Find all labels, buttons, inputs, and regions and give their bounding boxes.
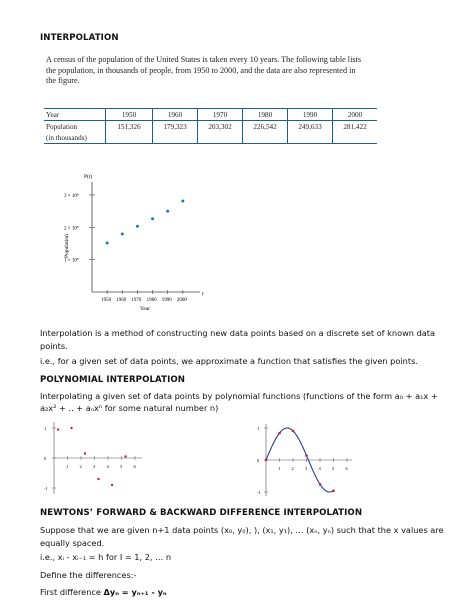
table-cell: 249,633 bbox=[288, 121, 333, 133]
table-cell: 1980 bbox=[243, 109, 288, 121]
data-point bbox=[121, 232, 124, 235]
table-cell: 1990 bbox=[288, 109, 333, 121]
sine-curve-chart bbox=[256, 422, 356, 498]
heading-newton: NEWTONS’ FORWARD & BACKWARD DIFFERENCE INTERPOLATION bbox=[40, 508, 363, 518]
first-difference-label: First difference bbox=[40, 587, 104, 597]
interpolation-definition: Interpolation is a method of constructing new data points based on a discrete set of known data points. bbox=[40, 328, 436, 351]
x-tick-label: 5 bbox=[332, 466, 335, 471]
data-point bbox=[57, 428, 59, 430]
y-tick-label: 1 × 10⁸ bbox=[64, 258, 79, 264]
x-tick-label: 1970 bbox=[131, 298, 142, 303]
table-cell: 151,326 bbox=[106, 121, 153, 133]
table-cell: 179,323 bbox=[153, 121, 198, 133]
define-differences: Define the differences:- bbox=[40, 570, 137, 580]
table-label-year: Year bbox=[44, 109, 106, 121]
y-tick-label: -1 bbox=[44, 486, 48, 491]
polynomial-points-chart bbox=[38, 418, 148, 498]
data-point bbox=[181, 199, 184, 202]
x-tick-label: 4 bbox=[106, 464, 109, 469]
y-axis-label: Population bbox=[64, 234, 70, 258]
table-row-year bbox=[44, 109, 377, 121]
data-point bbox=[70, 427, 72, 429]
newton-ie: i.e., xᵢ - xᵢ₋₁ = h for I = 1, 2, … n bbox=[40, 552, 172, 562]
x-axis-letter: t bbox=[202, 291, 204, 297]
x-tick-label: 3 bbox=[305, 466, 308, 471]
data-point bbox=[278, 432, 281, 435]
data-point bbox=[111, 484, 113, 486]
x-tick-label: 1990 bbox=[161, 298, 172, 303]
data-point bbox=[332, 489, 335, 492]
x-tick-label: 4 bbox=[318, 466, 321, 471]
x-tick-label: 2 bbox=[79, 464, 82, 469]
y-tick-label: 1 bbox=[44, 426, 47, 431]
interpolation-ie: i.e., for a given set of data points, we approximate a function that satisfies the given points. bbox=[40, 356, 418, 366]
y-tick-label: 0 bbox=[44, 456, 47, 461]
y-axis-top-label: P(t) bbox=[84, 174, 93, 180]
data-point bbox=[292, 430, 295, 433]
first-difference bbox=[40, 586, 440, 599]
x-tick-label: 5 bbox=[120, 464, 123, 469]
y-tick-label: 2 × 10⁸ bbox=[64, 226, 79, 232]
table-cell: 1970 bbox=[198, 109, 243, 121]
polynomial-line-2: a₂x² + .. + aₙxⁿ for some natural number n) bbox=[40, 403, 219, 413]
data-point bbox=[97, 478, 99, 480]
x-tick-label: 1 bbox=[278, 466, 281, 471]
x-tick-label: 3 bbox=[93, 464, 96, 469]
table-label-population: Population bbox=[46, 122, 78, 131]
y-tick-label: 3 × 10⁸ bbox=[64, 193, 79, 199]
x-tick-label: 1980 bbox=[146, 298, 157, 303]
y-tick-label: 0 bbox=[257, 458, 260, 463]
polynomial-line-1: Interpolating a given set of data points by polynomial functions (functions of the form a₀ + a₁x + bbox=[40, 391, 438, 401]
table-row-population bbox=[44, 121, 377, 133]
data-point bbox=[319, 483, 322, 486]
table-cell: 281,422 bbox=[333, 121, 378, 133]
data-point bbox=[151, 217, 154, 220]
table-cell: 203,302 bbox=[198, 121, 243, 133]
table-row-units bbox=[44, 132, 377, 144]
first-difference-formula: Δyₙ = yₙ₊₁ - yₙ bbox=[103, 587, 167, 597]
population-scatter-chart bbox=[52, 168, 212, 312]
newton-paragraph: Suppose that we are given n+1 data points (x₀, y₀), ), (x₁, y₁), … (xₙ, yₙ) such that the x values are equally spaced. bbox=[40, 525, 444, 548]
data-point bbox=[124, 455, 126, 457]
data-point bbox=[166, 210, 169, 213]
data-point bbox=[265, 459, 268, 462]
x-tick-label: 1 bbox=[66, 464, 69, 469]
x-tick-label: 6 bbox=[133, 464, 136, 469]
x-tick-label: 1960 bbox=[116, 298, 127, 303]
x-tick-label: 2 bbox=[291, 466, 294, 471]
x-tick-label: 1950 bbox=[101, 298, 112, 303]
table-cell: 2000 bbox=[333, 109, 378, 121]
y-tick-label: -1 bbox=[257, 490, 261, 495]
y-tick-label: 1 bbox=[257, 426, 260, 431]
x-axis-label: Year bbox=[140, 306, 151, 312]
x-tick-label: 2000 bbox=[176, 298, 187, 303]
data-point bbox=[305, 454, 308, 457]
data-point bbox=[136, 225, 139, 228]
data-point bbox=[84, 452, 86, 454]
table-label-units: (in thousands) bbox=[44, 132, 106, 144]
data-point bbox=[106, 242, 109, 245]
table-cell: 1950 bbox=[106, 109, 153, 121]
heading-polynomial-interpolation: POLYNOMIAL INTERPOLATION bbox=[40, 375, 186, 385]
heading-interpolation: INTERPOLATION bbox=[40, 33, 119, 43]
table-cell: 226,542 bbox=[243, 121, 288, 133]
population-table bbox=[44, 108, 377, 144]
x-tick-label: 6 bbox=[345, 466, 348, 471]
census-paragraph: A census of the population of the United States is taken every 10 years. The following table lists the population, in thousands of people, from 1950 to 2000, and the data are also represented in the figure. bbox=[46, 55, 362, 86]
table-cell: 1960 bbox=[153, 109, 198, 121]
